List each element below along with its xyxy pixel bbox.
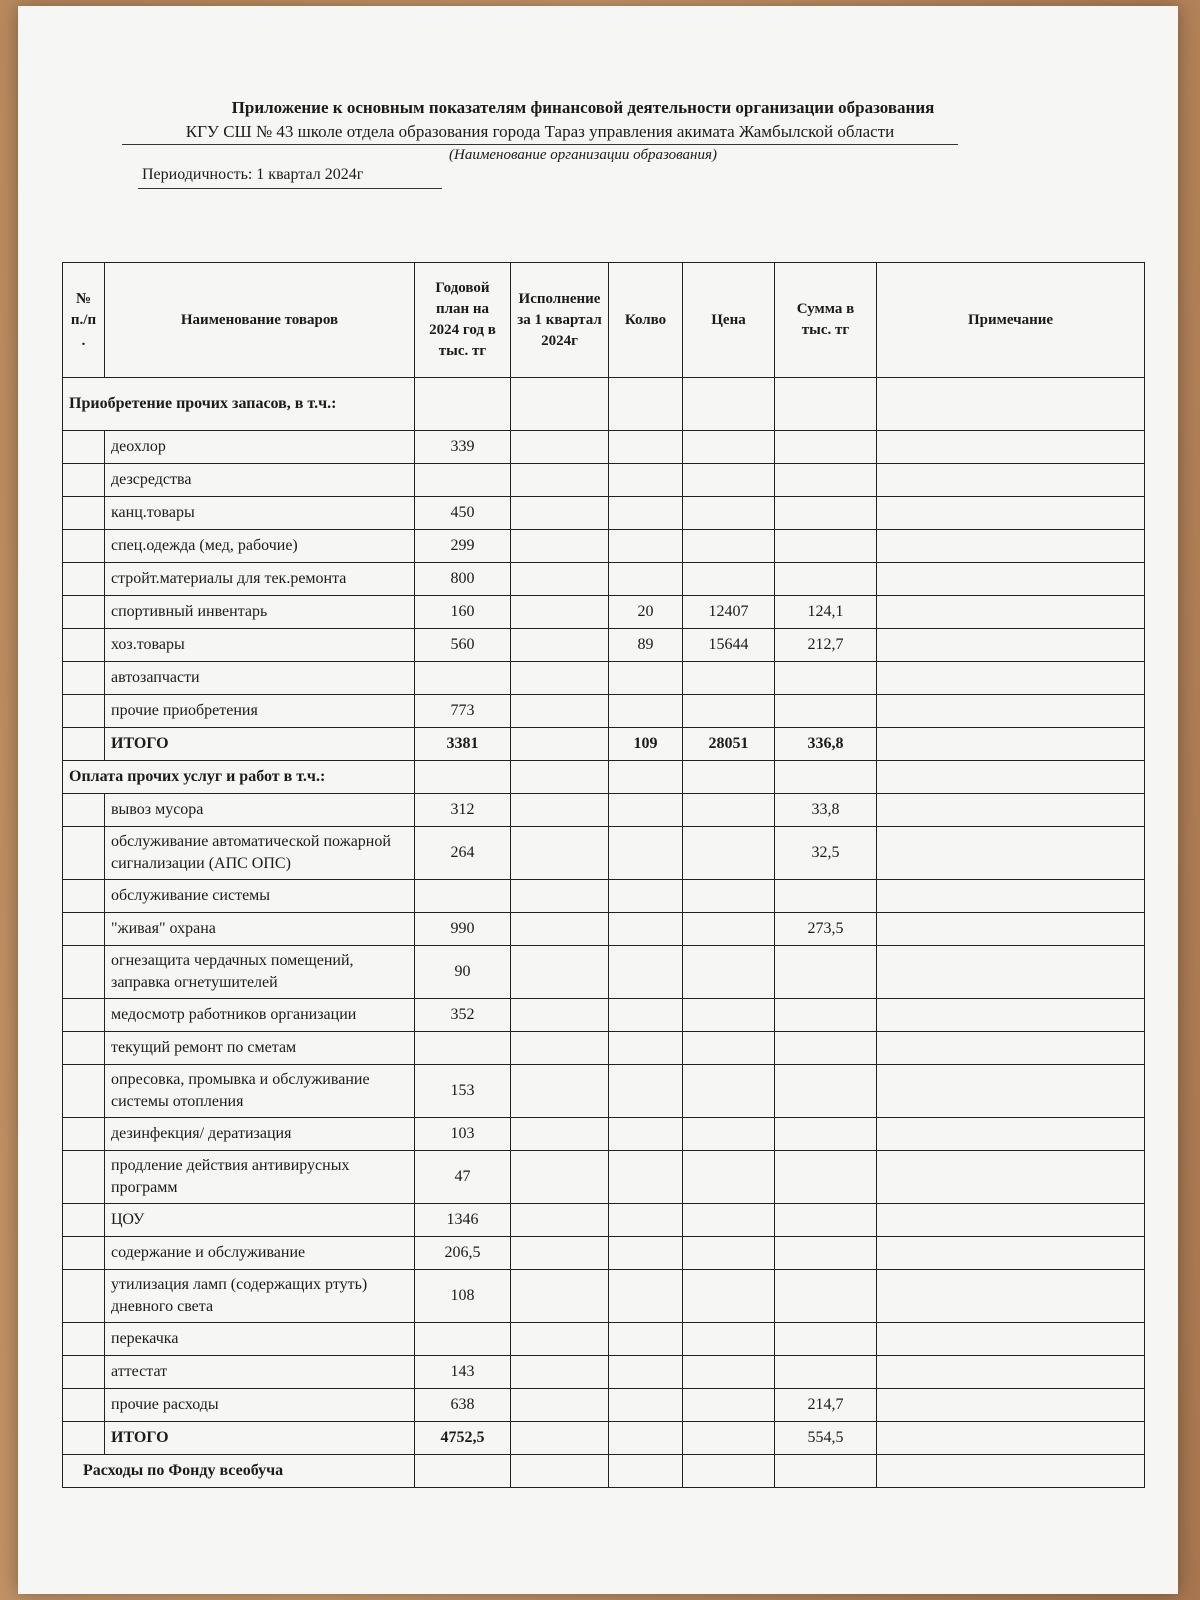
item-name: "живая" охрана — [105, 913, 415, 946]
table-row — [63, 827, 1145, 880]
table-row — [63, 464, 1145, 497]
table-row — [63, 563, 1145, 596]
col-header-num: № п./п . — [63, 263, 105, 378]
item-sum — [775, 880, 877, 913]
table-row — [63, 1270, 1145, 1323]
table-row — [63, 596, 1145, 629]
col-header-name: Наименование товаров — [105, 263, 415, 378]
item-plan — [415, 880, 511, 913]
item-sum — [775, 1270, 877, 1323]
item-sum — [775, 464, 877, 497]
document-page — [18, 6, 1178, 1594]
item-qty — [609, 695, 683, 728]
item-plan: 206,5 — [415, 1237, 511, 1270]
item-qty — [609, 662, 683, 695]
table-row — [63, 999, 1145, 1032]
item-price — [683, 431, 775, 464]
table-row — [63, 662, 1145, 695]
item-name: огнезащита чердачных помещений, заправка огнетушителей — [105, 946, 415, 999]
item-name: прочие расходы — [105, 1389, 415, 1422]
document-header — [78, 98, 1088, 189]
item-name: медосмотр работников организации — [105, 999, 415, 1032]
item-plan: 312 — [415, 794, 511, 827]
item-plan: 153 — [415, 1065, 511, 1118]
item-sum: 214,7 — [775, 1389, 877, 1422]
item-plan: 299 — [415, 530, 511, 563]
item-price — [683, 695, 775, 728]
item-plan: 773 — [415, 695, 511, 728]
item-plan: 47 — [415, 1151, 511, 1204]
item-price — [683, 530, 775, 563]
item-plan: 800 — [415, 563, 511, 596]
col-header-plan: Годовой план на 2024 год в тыс. тг — [415, 263, 511, 378]
item-name: дезинфекция/ дератизация — [105, 1118, 415, 1151]
col-header-note: Примечание — [877, 263, 1145, 378]
item-qty: 89 — [609, 629, 683, 662]
section-row — [63, 378, 1145, 431]
item-price — [683, 563, 775, 596]
table-row — [63, 913, 1145, 946]
table-row — [63, 530, 1145, 563]
item-sum — [775, 431, 877, 464]
item-qty — [609, 431, 683, 464]
item-qty — [609, 530, 683, 563]
item-name: обслуживание автоматической пожарной сигнализации (АПС ОПС) — [105, 827, 415, 880]
item-plan: 352 — [415, 999, 511, 1032]
total-sum: 336,8 — [775, 728, 877, 761]
item-name: прочие приобретения — [105, 695, 415, 728]
item-name: содержание и обслуживание — [105, 1237, 415, 1270]
item-plan — [415, 464, 511, 497]
table-row — [63, 1237, 1145, 1270]
item-plan — [415, 1032, 511, 1065]
item-sum: 124,1 — [775, 596, 877, 629]
item-name: канц.товары — [105, 497, 415, 530]
document-title: Приложение к основным показателям финансовой деятельности организации образования — [231, 98, 935, 117]
item-sum — [775, 946, 877, 999]
item-name: стройт.материалы для тек.ремонта — [105, 563, 415, 596]
item-name: спец.одежда (мед, рабочие) — [105, 530, 415, 563]
item-plan — [415, 1323, 511, 1356]
section-title: Оплата прочих услуг и работ в т.ч.: — [63, 761, 415, 794]
item-price — [683, 497, 775, 530]
item-name: опресовка, промывка и обслуживание системы отопления — [105, 1065, 415, 1118]
total-label: ИТОГО — [105, 1422, 415, 1455]
item-price — [683, 464, 775, 497]
item-name: спортивный инвентарь — [105, 596, 415, 629]
item-plan: 990 — [415, 913, 511, 946]
item-sum — [775, 497, 877, 530]
item-price: 15644 — [683, 629, 775, 662]
table-row — [63, 1204, 1145, 1237]
item-plan: 1346 — [415, 1204, 511, 1237]
item-qty: 20 — [609, 596, 683, 629]
table-row — [63, 1032, 1145, 1065]
item-sum: 273,5 — [775, 913, 877, 946]
item-plan: 90 — [415, 946, 511, 999]
item-name: продление действия антивирусных программ — [105, 1151, 415, 1204]
total-sum: 554,5 — [775, 1422, 877, 1455]
item-sum — [775, 1032, 877, 1065]
item-price — [683, 662, 775, 695]
total-row — [63, 728, 1145, 761]
table-row — [63, 497, 1145, 530]
expenses-table — [62, 262, 1145, 1488]
table-row — [63, 946, 1145, 999]
item-name: автозапчасти — [105, 662, 415, 695]
section-title: Расходы по Фонду всеобуча — [63, 1455, 415, 1488]
item-sum — [775, 1237, 877, 1270]
item-plan: 160 — [415, 596, 511, 629]
col-header-price: Цена — [683, 263, 775, 378]
section-row — [63, 761, 1145, 794]
item-name: деохлор — [105, 431, 415, 464]
item-qty — [609, 464, 683, 497]
item-name: дезсредства — [105, 464, 415, 497]
total-price: 28051 — [683, 728, 775, 761]
item-plan: 638 — [415, 1389, 511, 1422]
total-label: ИТОГО — [105, 728, 415, 761]
item-name: ЦОУ — [105, 1204, 415, 1237]
item-sum — [775, 1118, 877, 1151]
total-plan: 4752,5 — [415, 1422, 511, 1455]
item-price: 12407 — [683, 596, 775, 629]
organization-caption: (Наименование организации образования) — [449, 147, 717, 163]
item-name: утилизация ламп (содержащих ртуть) дневного света — [105, 1270, 415, 1323]
table-row — [63, 1323, 1145, 1356]
item-name: текущий ремонт по сметам — [105, 1032, 415, 1065]
item-plan: 339 — [415, 431, 511, 464]
table-row — [63, 880, 1145, 913]
table-row — [63, 695, 1145, 728]
table-row — [63, 794, 1145, 827]
item-sum: 212,7 — [775, 629, 877, 662]
item-sum: 32,5 — [775, 827, 877, 880]
section-title: Приобретение прочих запасов, в т.ч.: — [63, 378, 415, 431]
item-sum — [775, 1356, 877, 1389]
item-sum — [775, 999, 877, 1032]
item-sum: 33,8 — [775, 794, 877, 827]
organization-name: КГУ СШ № 43 школе отдела образования города Тараз управления акимата Жамбылской области — [122, 122, 958, 145]
item-sum — [775, 1151, 877, 1204]
item-plan: 143 — [415, 1356, 511, 1389]
item-sum — [775, 1065, 877, 1118]
item-sum — [775, 530, 877, 563]
total-row — [63, 1422, 1145, 1455]
table-row — [63, 1356, 1145, 1389]
table-row — [63, 1151, 1145, 1204]
item-sum — [775, 563, 877, 596]
col-header-exec: Исполнение за 1 квартал 2024г — [511, 263, 609, 378]
col-header-qty: Колво — [609, 263, 683, 378]
total-qty: 109 — [609, 728, 683, 761]
item-sum — [775, 695, 877, 728]
item-sum — [775, 662, 877, 695]
item-name: хоз.товары — [105, 629, 415, 662]
item-qty — [609, 563, 683, 596]
item-name: вывоз мусора — [105, 794, 415, 827]
periodicity: Периодичность: 1 квартал 2024г — [138, 166, 442, 189]
item-plan: 560 — [415, 629, 511, 662]
item-name: обслуживание системы — [105, 880, 415, 913]
table-row — [63, 1065, 1145, 1118]
item-name: перекачка — [105, 1323, 415, 1356]
item-sum — [775, 1323, 877, 1356]
item-plan — [415, 662, 511, 695]
item-sum — [775, 1204, 877, 1237]
item-qty — [609, 497, 683, 530]
total-plan: 3381 — [415, 728, 511, 761]
section-row — [63, 1455, 1145, 1488]
table-row — [63, 431, 1145, 464]
item-plan: 450 — [415, 497, 511, 530]
table-row — [63, 1389, 1145, 1422]
item-plan: 264 — [415, 827, 511, 880]
col-header-sum: Сумма в тыс. тг — [775, 263, 877, 378]
table-row — [63, 629, 1145, 662]
table-header-row — [63, 263, 1145, 378]
item-name: аттестат — [105, 1356, 415, 1389]
item-plan: 103 — [415, 1118, 511, 1151]
item-plan: 108 — [415, 1270, 511, 1323]
table-row — [63, 1118, 1145, 1151]
